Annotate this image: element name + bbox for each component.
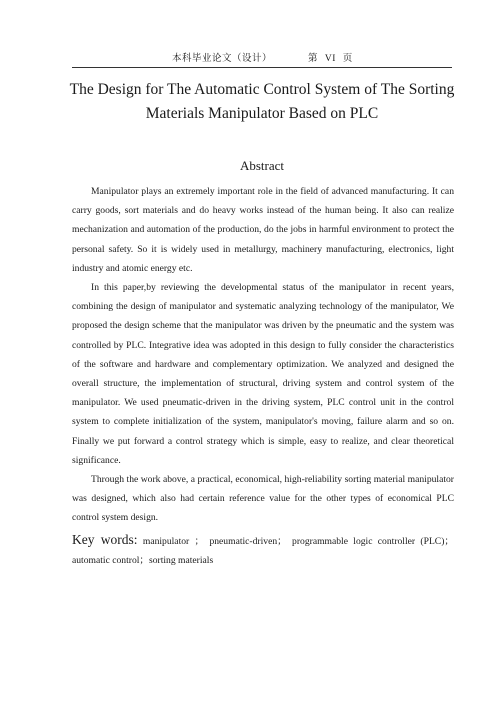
header-rule bbox=[72, 67, 452, 68]
abstract-paragraph-3: Through the work above, a practical, economical, high-reliability sorting material manipulator was designed, which also had certain reference value for the other types of economical PLC control system design. bbox=[72, 474, 454, 524]
abstract-heading: Abstract bbox=[239, 158, 285, 173]
keywords-line bbox=[72, 530, 454, 570]
keywords-label: Key words: bbox=[72, 531, 138, 547]
page-header bbox=[72, 42, 452, 64]
keywords-text: manipulator ； pneumatic-driven； programmable logic controller (PLC)； automatic control；sorting materials bbox=[72, 535, 454, 566]
paper-title bbox=[60, 78, 464, 126]
title-line-2: Materials Manipulator Based on PLC bbox=[145, 105, 379, 122]
abstract-paragraph-1: Manipulator plays an extremely important role in the field of advanced manufacturing. It can carry goods, sort materials and do heavy works instead of the human being. It also can realize mechanization and automation of the production, do the jobs in harmful environment to protect the personal safety. So it is widely used in metallurgy, machinery manufacturing, electronics, light industry and atomic energy etc. bbox=[72, 186, 454, 274]
title-line-1: The Design for The Automatic Control System of The Sorting bbox=[69, 81, 455, 98]
header-page-number: 第 VI 页 bbox=[308, 54, 353, 64]
header-school-title: 本科毕业论文（设计） bbox=[172, 54, 273, 64]
abstract-body bbox=[72, 182, 454, 570]
abstract-paragraph-2: In this paper,by reviewing the developmental status of the manipulator in recent years, combining the design of manipulator and systematic analyzing technology of the manipulator, We proposed the design scheme that the manipulator was driven by the pneumatic and the system was controlled by PLC. Integrative idea was adopted in this design to fully consider the characteristics of the software and hardware and complementary optimization. We analyzed and designed the overall structure, the implementation of structural, driving system and control system of the manipulator. We used pneumatic-driven in the driving system, PLC control unit in the control system to complete initialization of the system, manipulator's moving, failure alarm and so on. Finally we put forward a control strategy which is simple, easy to realize, and clear theoretical significance. bbox=[72, 282, 454, 466]
